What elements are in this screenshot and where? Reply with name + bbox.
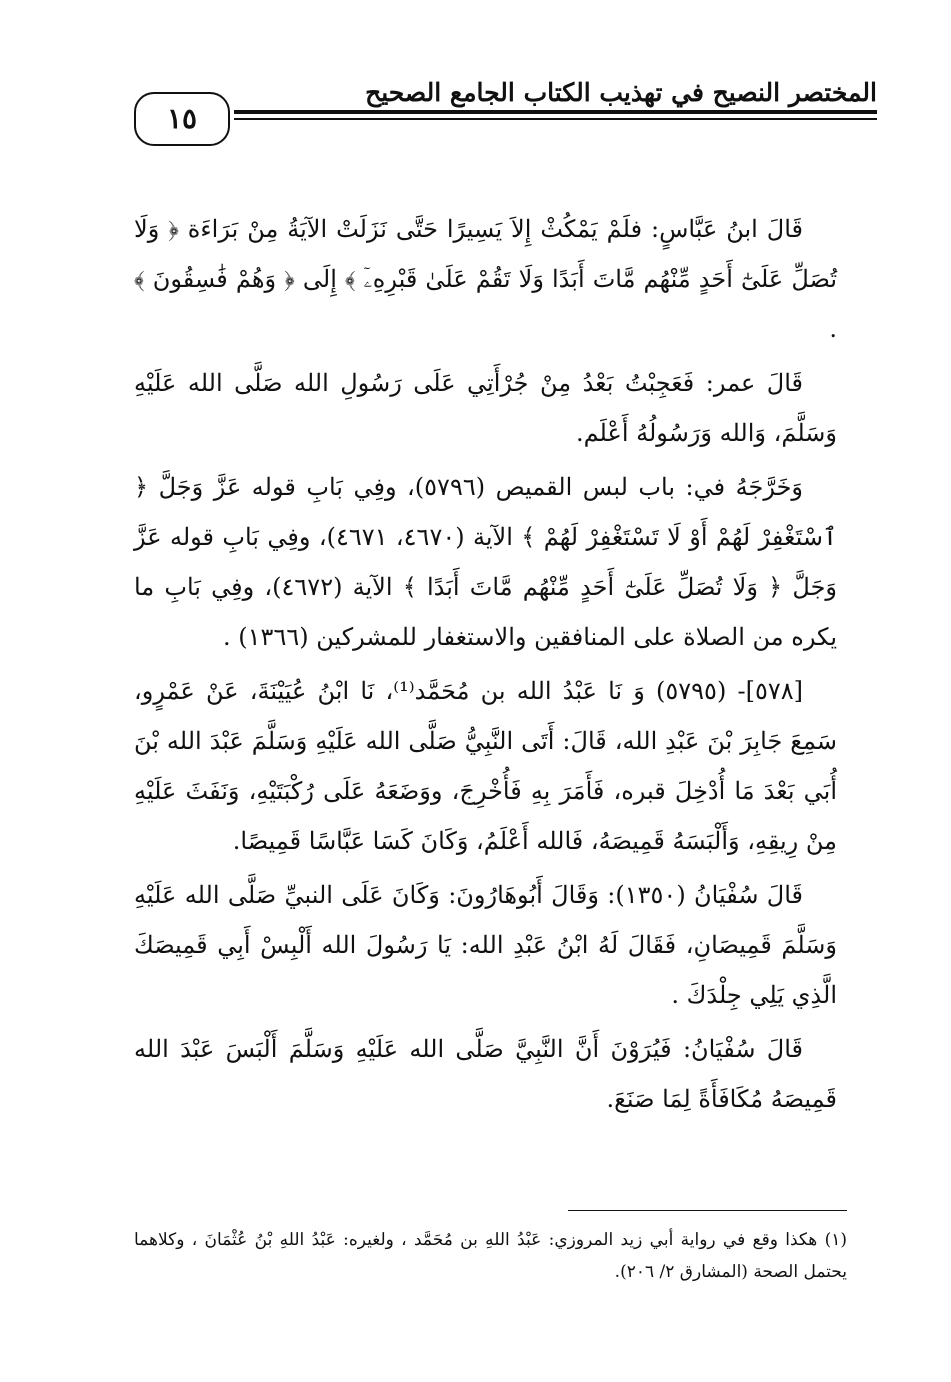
- paragraph-sufyan-conclusion: قَالَ سُفْيَانُ: فَيُرَوْنَ أَنَّ النَّبِيَّ صَلَّى الله عَلَيْهِ وَسَلَّمَ أَلْبَسَ عَبْدَ الله قَمِيصَهُ مُكَافَأَةً لِمَا صَنَعَ.: [134, 1035, 837, 1113]
- page-number-box: ١٥: [134, 92, 230, 146]
- footnote-1: (١) هكذا وقع في رواية أبي زيد المروزي: عَبْدُ اللهِ بن مُحَمَّد ، ولغيره: عَبْدُ اللهِ بْنُ عُثْمَانَ ، وكلاهما يحتمل الصحة (المشارق ٢/ ٢٠٦).: [134, 1230, 847, 1282]
- paragraph-cross-references: وَخَرَّجَهُ في: باب لبس القميص (٥٧٩٦)، وفِي بَابِ قوله عَزَّ وَجَلَّ ﴿ ٱسْتَغْفِرْ لَهُمْ أَوْ لَا تَسْتَغْفِرْ لَهُمْ ﴾ الآية (٤٦٧٠، ٤٦٧١)، وفِي بَابِ قوله عَزَّ وَجَلَّ ﴿ وَلَا تُصَلِّ عَلَىٰٓ أَحَدٍ مِّنْهُم مَّاتَ أَبَدًا ﴾ الآية (٤٦٧٢)، وفِي بَابِ ما يكره من الصلاة على المنافقين والاستغفار للمشركين (١٣٦٦) .: [134, 473, 838, 651]
- paragraph-sufyan-abu-harun: قَالَ سُفْيَانُ (١٣٥٠): وَقَالَ أَبُوهَارُونَ: وَكَانَ عَلَى النبيِّ صَلَّى الله عَلَيْهِ وَسَلَّمَ قَمِيصَانِ، فَقَالَ لَهُ ابْنُ عَبْدِ الله: يَا رَسُولَ الله أَلْبِسْ أَبِي قَمِيصَكَ الَّذِي يَلِي جِلْدَكَ .: [134, 881, 837, 1009]
- footnotes-section: [134, 1224, 847, 1288]
- main-text-body: [134, 204, 837, 1124]
- paragraph-ibn-abbas: قَالَ ابنُ عَبَّاسٍ: فلَمْ يَمْكُثْ إِلاَ يَسِيرًا حَتَّى نَزَلَتْ الآيَةُ مِنْ بَرَاءَة ﴿ وَلَا تُصَلِّ عَلَىٰٓ أَحَدٍ مِّنْهُم مَّاتَ أَبَدًا وَلَا تَقُمْ عَلَىٰ قَبْرِهِۦٓ ﴾ إِلَى ﴿ وَهُمْ فَٰسِقُونَ ﴾ .: [134, 215, 837, 343]
- footnote-separator: [568, 1210, 847, 1211]
- header-rule: [234, 110, 877, 120]
- running-header-title: المختصر النصيح في تهذيب الكتاب الجامع الصحيح: [365, 78, 877, 107]
- hadith-578: [٥٧٨]- (٥٧٩٥) وَ نَا عَبْدُ الله بن مُحَمَّد⁽¹⁾، نَا ابْنُ عُيَيْنَةَ، عَنْ عَمْرٍو، سَمِعَ جَابِرَ بْنَ عَبْدِ الله، قَالَ: أَتَى النَّبِيُّ صَلَّى الله عَلَيْهِ وَسَلَّمَ عَبْدَ الله بْنَ أُبَي بَعْدَ مَا أُدْخِلَ قبره، فَأَمَرَ بِهِ فَأُخْرِجَ، ووَضَعَهُ عَلَى رُكْبَتَيْهِ، وَنَفَثَ عَلَيْهِ مِنْ رِيقِهِ، وَأَلْبَسَهُ قَمِيصَهُ، فَالله أَعْلَمُ، وَكَانَ كَسَا عَبَّاسًا قَمِيصًا.: [134, 677, 837, 855]
- paragraph-umar: قَالَ عمر: فَعَجِبْتُ بَعْدُ مِنْ جُرْأَتِي عَلَى رَسُولِ الله صَلَّى الله عَلَيْهِ وَسَلَّمَ، وَالله وَرَسُولُهُ أَعْلَم.: [134, 369, 837, 447]
